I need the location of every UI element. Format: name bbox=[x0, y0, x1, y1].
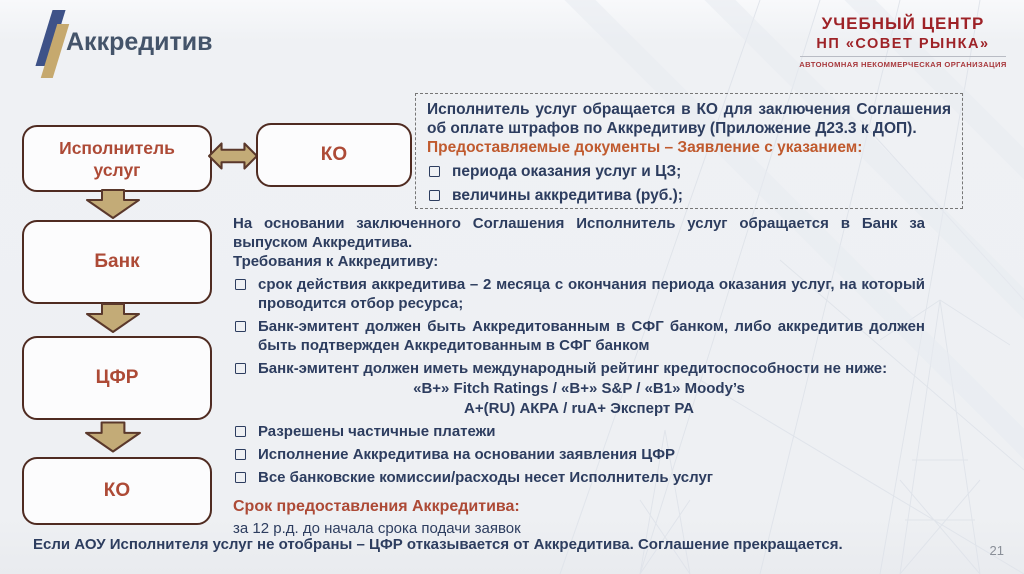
list-item bbox=[427, 186, 951, 205]
list-item bbox=[233, 445, 925, 464]
list-item bbox=[233, 468, 925, 487]
info-box-paragraph: Исполнитель услуг обращается в КО для заключения Соглашения об оплате штрафов по Аккредитиву (Приложение Д23.3 к ДОП). bbox=[427, 101, 951, 137]
list-item bbox=[233, 275, 925, 313]
list-item bbox=[233, 317, 925, 355]
checkbox-bullet-icon bbox=[235, 279, 246, 290]
flow-node-ko-bottom bbox=[22, 457, 212, 525]
term-heading: Срок предоставления Аккредитива: bbox=[233, 498, 520, 515]
info-box bbox=[415, 93, 963, 209]
requirement-text: Банк-эмитент должен иметь международный рейтинг кредитоспособности не ниже: bbox=[258, 360, 888, 377]
checkbox-bullet-icon bbox=[235, 426, 246, 437]
main-paragraph: На основании заключенного Соглашения Исполнитель услуг обращается в Банк за выпуском Аккредитива. bbox=[233, 215, 925, 251]
flow-node-ko-bottom-label: КО bbox=[103, 480, 131, 501]
list-item bbox=[427, 162, 951, 181]
flow-node-executor bbox=[22, 125, 212, 192]
info-box-highlight: Предоставляемые документы – Заявление с указанием: bbox=[427, 139, 863, 156]
arrow-down-icon bbox=[84, 421, 142, 453]
term-text: за 12 р.д. до начала срока подачи заявок bbox=[233, 520, 521, 537]
checkbox-bullet-icon bbox=[235, 449, 246, 460]
slide-logo-mark bbox=[36, 8, 70, 78]
checkbox-bullet-icon bbox=[429, 166, 440, 177]
rating-line-2: A+(RU) АКРА / ruA+ Эксперт РА bbox=[464, 400, 694, 417]
checkbox-bullet-icon bbox=[235, 363, 246, 374]
main-text-block bbox=[233, 214, 925, 538]
rating-line-1: «В+» Fitch Ratings / «В+» S&P / «В1» Moody’s bbox=[413, 380, 745, 397]
flow-node-cfr-label: ЦФР bbox=[95, 367, 139, 388]
requirement-text: Все банковские комиссии/расходы несет Исполнитель услуг bbox=[258, 469, 714, 486]
requirement-text: Банк-эмитент должен быть Аккредитованным в СФГ банком, либо аккредитив должен быть подтвержден Аккредитованным в СФГ банком bbox=[258, 318, 925, 354]
org-logo-divider bbox=[800, 56, 1006, 57]
checkbox-bullet-icon bbox=[235, 472, 246, 483]
flow-node-bank bbox=[22, 220, 212, 304]
info-bullet-text: величины аккредитива (руб.); bbox=[452, 187, 683, 204]
flow-node-ko-top-label: КО bbox=[320, 144, 348, 165]
requirement-text: Исполнение Аккредитива на основании заявления ЦФР bbox=[258, 446, 676, 463]
page-number: 21 bbox=[989, 543, 1004, 558]
info-bullet-text: периода оказания услуг и ЦЗ; bbox=[452, 163, 682, 180]
arrow-down-icon bbox=[84, 303, 142, 333]
flow-node-cfr bbox=[22, 336, 212, 420]
org-logo-line1: УЧЕБНЫЙ ЦЕНТР bbox=[821, 14, 985, 33]
footer-note: Если АОУ Исполнителя услуг не отобраны – ЦФР отказывается от Аккредитива. Соглашение прекращается. bbox=[33, 536, 843, 553]
checkbox-bullet-icon bbox=[429, 190, 440, 201]
checkbox-bullet-icon bbox=[235, 321, 246, 332]
list-item bbox=[233, 359, 925, 378]
arrow-down-icon bbox=[84, 189, 142, 219]
requirement-text: срок действия аккредитива – 2 месяца с окончания периода оказания услуг, на который проводится отбор ресурса; bbox=[258, 276, 925, 312]
page-title: Аккредитив bbox=[66, 28, 213, 56]
list-item bbox=[233, 422, 925, 441]
requirement-text: Разрешены частичные платежи bbox=[258, 423, 496, 440]
org-logo bbox=[798, 14, 1008, 69]
flow-node-ko-top bbox=[256, 123, 412, 187]
flow-node-bank-label: Банк bbox=[94, 251, 140, 272]
arrow-left-right-icon bbox=[208, 139, 258, 173]
flow-node-executor-label: Исполнитель услуг bbox=[59, 137, 175, 180]
org-logo-line3: АВТОНОМНАЯ НЕКОММЕРЧЕСКАЯ ОРГАНИЗАЦИЯ bbox=[799, 60, 1007, 69]
requirements-subheading: Требования к Аккредитиву: bbox=[233, 253, 439, 270]
org-logo-line2: НП «СОВЕТ РЫНКА» bbox=[816, 36, 990, 52]
